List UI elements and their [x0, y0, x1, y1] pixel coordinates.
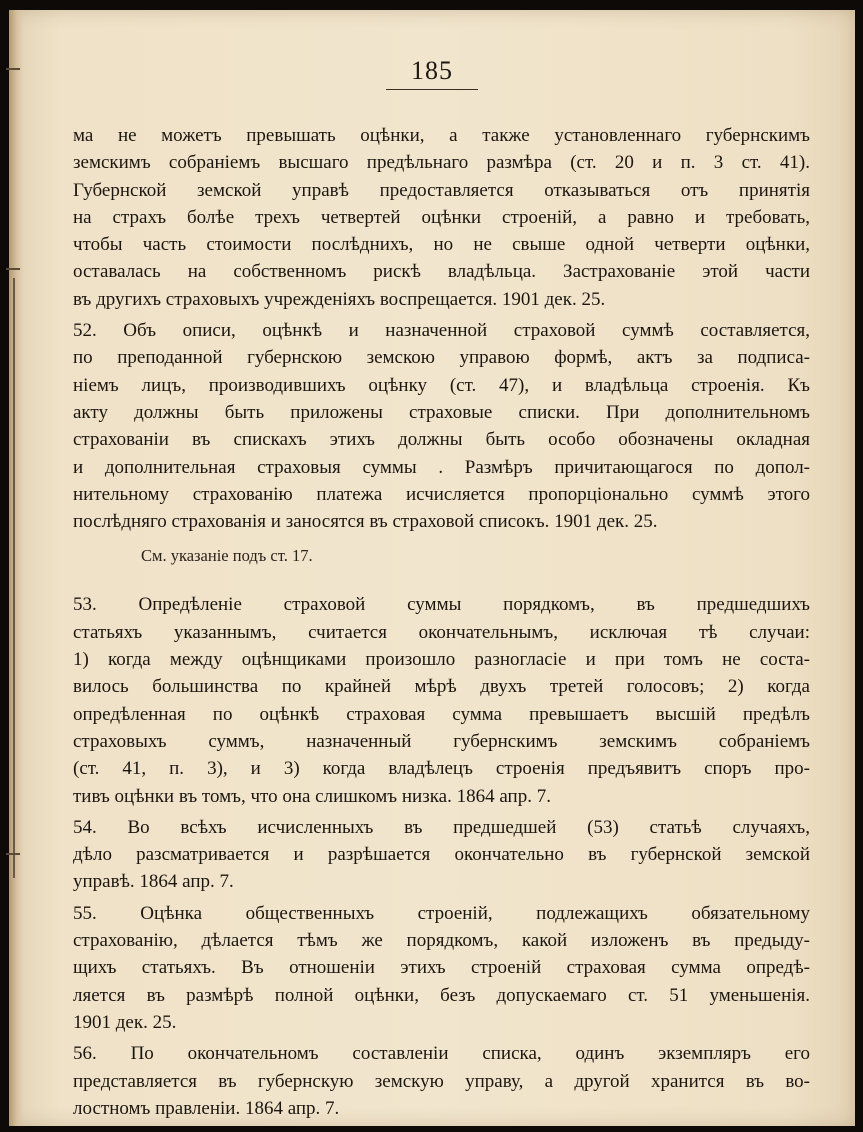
body-text: [73, 122, 810, 1126]
text-line: на страхъ болѣе трехъ четвертей оцѣнки строеній, а равно и требовать,: [73, 206, 810, 228]
article-paragraph: [73, 814, 810, 896]
text-line: 54. Во всѣхъ исчисленныхъ въ предшедшей (53) статьѣ случаяхъ,: [73, 816, 810, 838]
text-line: по преподанной губернскою земскою управою формѣ, актъ за подписа-: [73, 347, 810, 369]
text-line: 1901 дек. 25.: [73, 1011, 177, 1033]
text-line: вилось большинства по крайней мѣрѣ двухъ третей голосовъ; 2) когда: [73, 676, 810, 698]
text-line: ма не можетъ превышать оцѣнки, а также установленнаго губернскимъ: [73, 125, 810, 146]
text-line: ніемъ лицъ, производившихъ оцѣнку (ст. 47), и владѣльца строенія. Къ: [73, 374, 810, 396]
header-rule: [386, 89, 478, 90]
text-line: чтобы часть стоимости послѣднихъ, но не свыше одной четверти оцѣнки,: [73, 234, 810, 256]
book-page: [9, 10, 855, 1126]
text-line: страхованію, дѣлается тѣмъ же порядкомъ, какой изложенъ въ предыду-: [73, 930, 810, 952]
text-line: ляется въ размѣрѣ полной оцѣнки, безъ допускаемаго ст. 51 уменьшенія.: [73, 984, 810, 1006]
text-line: 55. Оцѣнка общественныхъ строеній, подлежащихъ обязательному: [73, 902, 810, 924]
text-line: послѣдняго страхованія и заносятся въ страховой списокъ. 1901 дек. 25.: [73, 511, 658, 533]
text-line: дѣло разсматривается и разрѣшается окончательно въ губернской земской: [73, 844, 810, 866]
text-line: лостномъ правленіи. 1864 апр. 7.: [73, 1097, 340, 1119]
article-paragraph: [73, 1040, 810, 1122]
cross-reference-note: [73, 543, 810, 569]
text-line: управѣ. 1864 апр. 7.: [73, 871, 234, 893]
text-line: оставалась на собственномъ рискѣ владѣльца. Застрахованіе этой части: [73, 261, 810, 283]
article-paragraph: [73, 122, 810, 313]
text-line: представляется въ губернскую земскую управу, а другой хранится въ во-: [73, 1070, 810, 1092]
text-line: (ст. 41, п. 3), и 3) когда владѣлецъ строенія предъявитъ споръ про-: [73, 758, 810, 780]
margin-tick-mark: [6, 853, 20, 855]
text-line: нительному страхованію платежа исчисляется пропорціонально суммѣ этого: [73, 483, 810, 505]
text-line: См. указаніе подъ ст. 17.: [141, 546, 313, 566]
text-line: 52. Объ описи, оцѣнкѣ и назначенной страховой суммѣ составляется,: [73, 320, 810, 342]
article-paragraph: [73, 591, 810, 809]
text-line: тивъ оцѣнки въ томъ, что она слишкомъ низка. 1864 апр. 7.: [73, 785, 551, 807]
text-line: Губернской земской управѣ предоставляется отказываться отъ принятія: [73, 179, 810, 201]
page-header: [9, 56, 855, 90]
text-line: 1) когда между оцѣнщиками произошло разногласіе и при томъ не соста-: [73, 649, 810, 671]
text-line: опредѣленная по оцѣнкѣ страховая сумма превышаетъ высшій предѣлъ: [73, 703, 810, 725]
binding-edge: [9, 10, 23, 1126]
text-line: страхованіи въ спискахъ этихъ должны быть особо обозначены окладная: [73, 429, 810, 451]
margin-tick-mark: [6, 268, 20, 270]
text-line: и дополнительная страховыя суммы . Размѣръ причитающагося по допол-: [73, 456, 810, 478]
text-line: 53. Опредѣленіе страховой суммы порядкомъ, въ предшедшихъ: [73, 594, 810, 616]
article-paragraph: [73, 900, 810, 1036]
text-line: акту должны быть приложены страховые списки. При дополнительномъ: [73, 401, 810, 423]
page-number: 185: [411, 56, 453, 85]
text-line: статьяхъ указаннымъ, считается окончательнымъ, исключая тѣ случаи:: [73, 621, 810, 643]
text-line: 56. По окончательномъ составленіи списка, одинъ экземпляръ его: [73, 1043, 810, 1065]
text-line: земскимъ собраніемъ высшаго предѣльнаго размѣра (ст. 20 и п. 3 ст. 41).: [73, 152, 810, 174]
article-paragraph: [73, 317, 810, 535]
text-line: въ другихъ страховыхъ учрежденіяхъ воспрещается. 1901 дек. 25.: [73, 288, 606, 310]
margin-rule: [13, 278, 15, 878]
text-line: страховыхъ суммъ, назначенный губернскимъ земскимъ собраніемъ: [73, 730, 810, 752]
text-line: щихъ статьяхъ. Въ отношеніи этихъ строеній страховая сумма опредѣ-: [73, 957, 810, 979]
